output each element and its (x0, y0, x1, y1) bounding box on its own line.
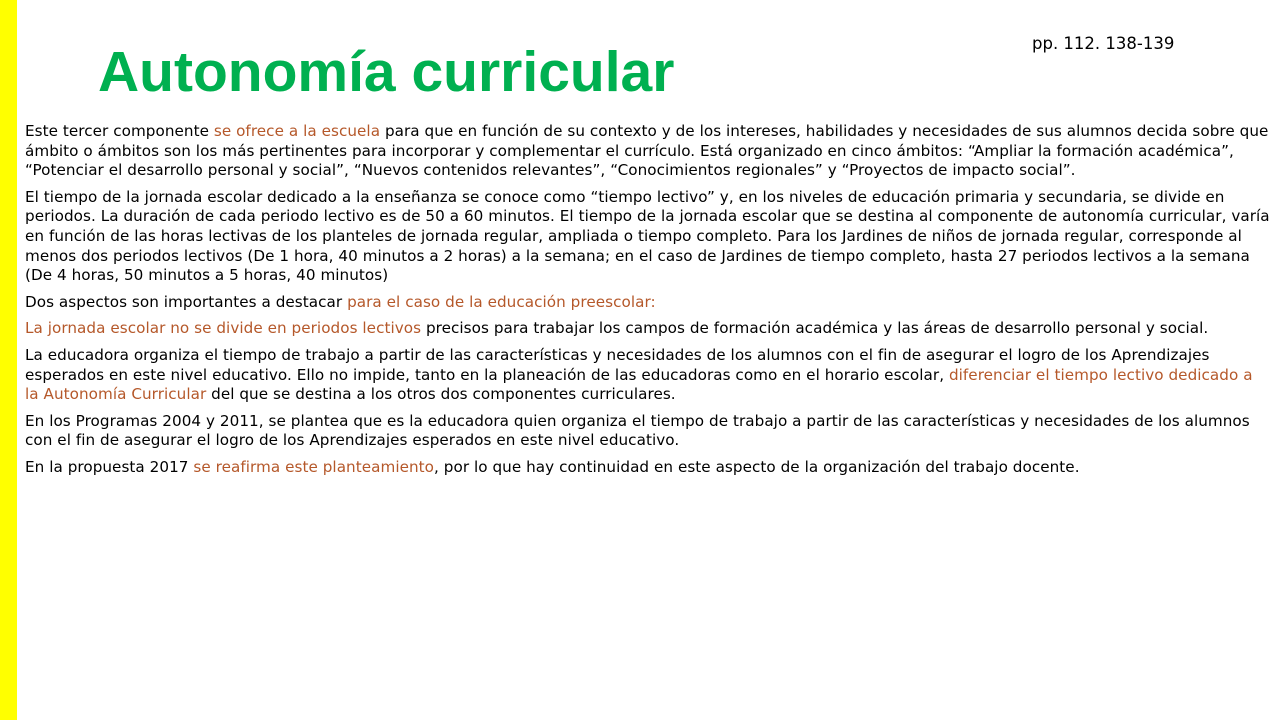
paragraph-text: En los Programas 2004 y 2011, se plantea que es la educadora quien organiza el tiempo de trabajo a partir de las características y necesidades de los alumnos con el fin de asegurar el logro de los Aprendizajes esperados en este nivel educativo. (25, 411, 1250, 450)
highlighted-text: se ofrece a la escuela (213, 122, 381, 140)
body-paragraph (25, 458, 1270, 478)
highlighted-text: se reafirma este planteamiento (193, 457, 435, 476)
body-paragraph (25, 412, 1270, 451)
body-paragraph (25, 293, 1270, 313)
paragraph-text: Dos aspectos son importantes a destacar (25, 292, 348, 311)
paragraph-text: El tiempo de la jornada escolar dedicado a la enseñanza se conoce como “tiempo lectivo” y, en los niveles de educación primaria y secundaria, se divide en periodos. La duración de cada periodo lectivo es de 50 a 60 minutos. El tiempo de la jornada escolar que se destina al componente de autonomía curricular, varía en función de las horas lectivas de los planteles de jornada regular, ampliada o tiempo completo. Para los Jardines de niños de jornada regular, corresponde al menos dos periodos lectivos (De 1 hora, 40 minutos a 2 horas) a la semana; en el caso de Jardines de tiempo completo, hasta 27 periodos lectivos a la semana (De 4 horas, 50 minutos a 5 horas, 40 minutos) (25, 187, 1270, 285)
slide-title: Autonomía curricular (98, 40, 675, 104)
body-paragraph (25, 319, 1270, 339)
paragraph-text: precisos para trabajar los campos de formación académica y las áreas de desarrollo personal y social. (421, 319, 1209, 338)
paragraph-text: Este tercer componente (25, 122, 214, 140)
paragraph-text: , por lo que hay continuidad en este aspecto de la organización del trabajo docente. (434, 457, 1080, 476)
paragraph-text: para que en función de su contexto y de los intereses, habilidades y necesidades de sus alumnos decida sobre que ámbito o ámbitos son los más pertinentes para incorporar y complementar el currículo. Está organizado en cinco ámbitos: “Ampliar la formación académica”, “Potenciar el desarrollo personal y social”, “Nuevos contenidos relevantes”, “Conocimientos regionales” y “Proyectos de impacto social”. (25, 122, 1269, 180)
body-paragraph (25, 346, 1270, 405)
highlighted-text: diferenciar el tiempo lectivo dedicado a la Autonomía Curricular (25, 365, 1253, 404)
paragraph-text: del que se destina a los otros dos componentes curriculares. (206, 385, 676, 404)
body-paragraph (25, 188, 1270, 286)
slide-body (25, 122, 1270, 485)
highlighted-text: La jornada escolar no se divide en periodos lectivos (25, 319, 422, 338)
paragraph-text: En la propuesta 2017 (25, 457, 194, 476)
body-paragraph (25, 122, 1270, 181)
accent-side-bar (0, 0, 17, 720)
highlighted-text: para el caso de la educación preescolar: (347, 292, 656, 311)
paragraph-text: La educadora organiza el tiempo de trabajo a partir de las características y necesidades de los alumnos con el fin de asegurar el logro de los Aprendizajes esperados en este nivel educativo. Ello no impide, tanto en la planeación de las educadoras como en el horario escolar, (25, 345, 1210, 384)
page-reference: pp. 112. 138-139 (1032, 34, 1175, 53)
